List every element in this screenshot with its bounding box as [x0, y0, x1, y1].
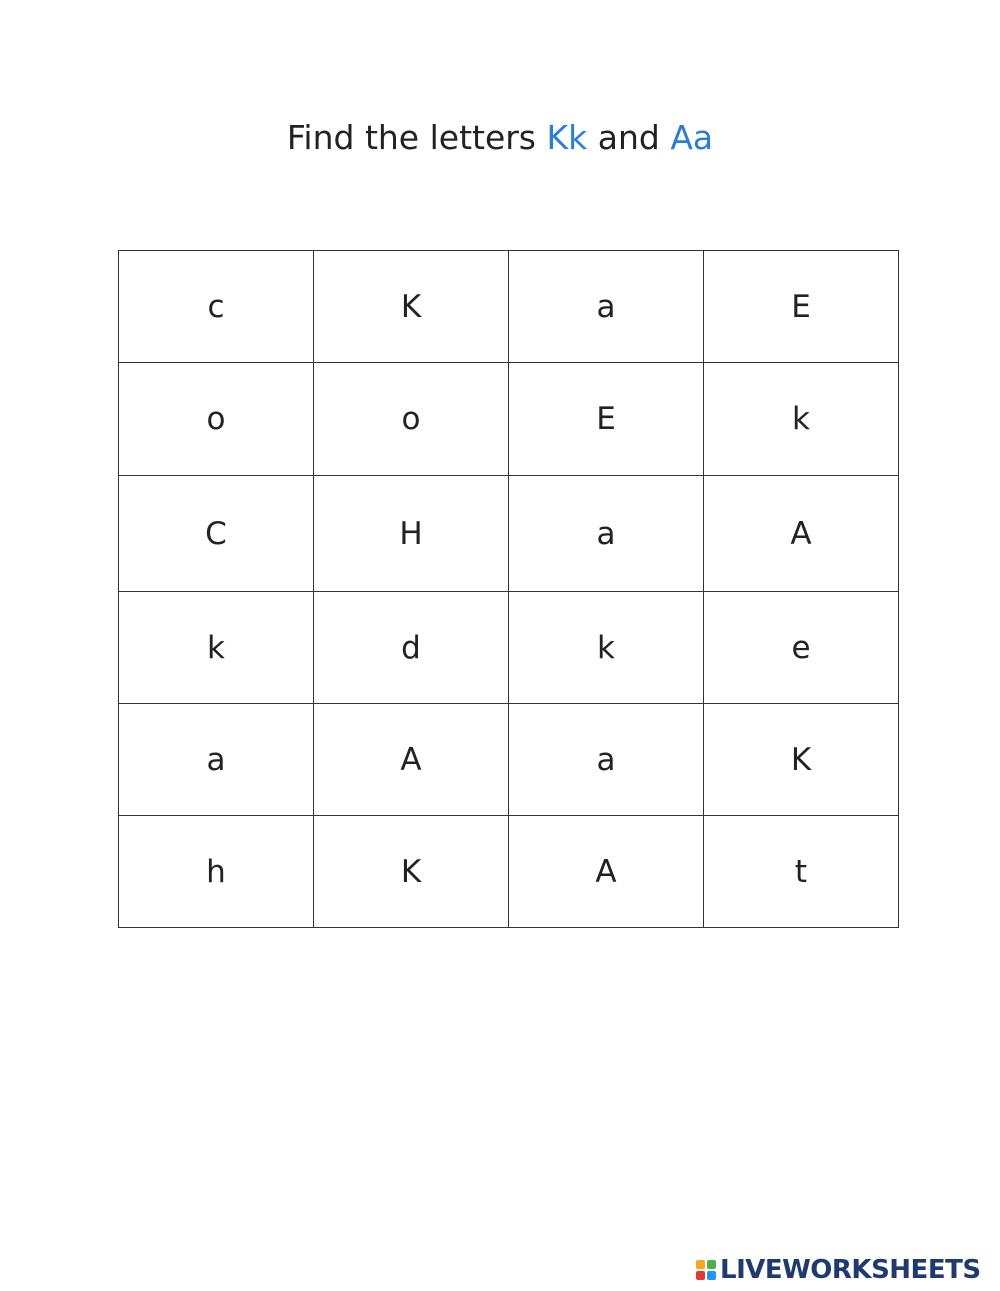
letter-cell[interactable]: K [314, 251, 509, 363]
grid-row [119, 704, 899, 816]
letter-cell[interactable]: A [314, 704, 509, 816]
letter-grid [118, 250, 899, 928]
letter-cell[interactable]: C [119, 476, 314, 592]
letter-cell[interactable]: H [314, 476, 509, 592]
letter-cell[interactable]: e [704, 592, 899, 704]
letter-cell[interactable]: k [119, 592, 314, 704]
logo-block [696, 1271, 705, 1280]
logo-text: LIVEWORKSHEETS [720, 1255, 981, 1285]
title-middle: and [587, 118, 671, 157]
letter-cell[interactable]: K [314, 816, 509, 928]
letter-cell[interactable]: o [314, 363, 509, 476]
title-highlight-kk: Kk [546, 118, 588, 157]
letter-cell[interactable]: E [704, 251, 899, 363]
liveworksheets-blocks-icon [696, 1260, 716, 1280]
letter-cell[interactable]: a [509, 251, 704, 363]
letter-cell[interactable]: k [704, 363, 899, 476]
title-highlight-aa: Aa [670, 118, 714, 157]
liveworksheets-logo [696, 1253, 981, 1287]
grid-row [119, 476, 899, 592]
grid-row [119, 251, 899, 363]
letter-cell[interactable]: K [704, 704, 899, 816]
letter-cell[interactable]: t [704, 816, 899, 928]
logo-block [707, 1271, 716, 1280]
letter-cell[interactable]: k [509, 592, 704, 704]
logo-block [707, 1260, 716, 1269]
letter-cell[interactable]: a [509, 704, 704, 816]
letter-cell[interactable]: E [509, 363, 704, 476]
letter-cell[interactable]: o [119, 363, 314, 476]
grid-row [119, 363, 899, 476]
grid-row [119, 592, 899, 704]
logo-block [696, 1260, 705, 1269]
grid-row [119, 816, 899, 928]
letter-cell[interactable]: a [119, 704, 314, 816]
letter-cell[interactable]: h [119, 816, 314, 928]
letter-cell[interactable]: A [704, 476, 899, 592]
title-prefix: Find the letters [286, 118, 547, 157]
letter-cell[interactable]: A [509, 816, 704, 928]
worksheet-title [0, 118, 1000, 157]
letter-cell[interactable]: d [314, 592, 509, 704]
letter-cell[interactable]: a [509, 476, 704, 592]
letter-cell[interactable]: c [119, 251, 314, 363]
